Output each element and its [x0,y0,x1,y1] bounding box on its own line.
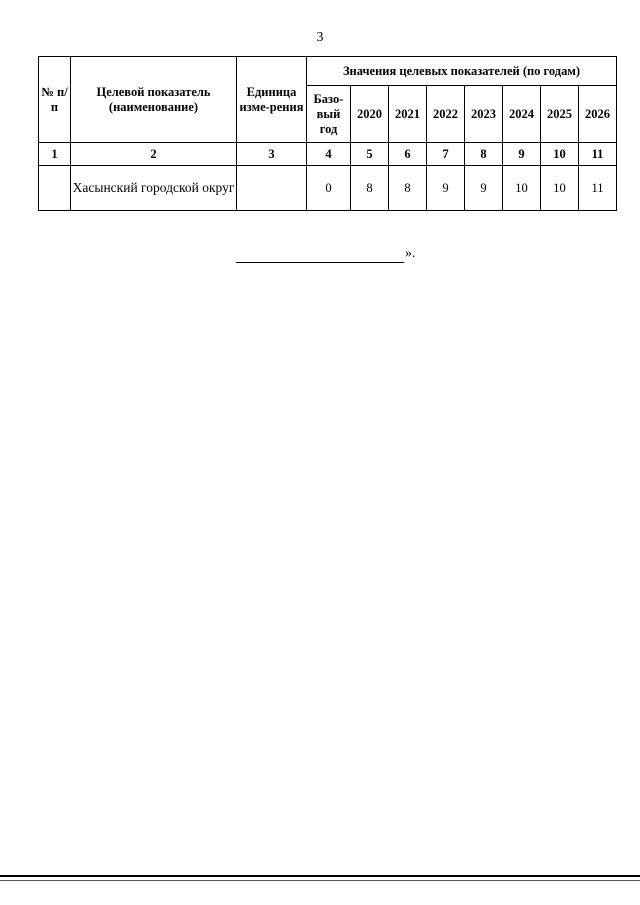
column-index: 5 [351,143,389,166]
column-index: 4 [307,143,351,166]
row-value: 9 [465,166,503,211]
row-name: Хасынский городской округ [71,166,237,211]
target-indicators-table [38,56,617,211]
closing-quote: ». [405,246,416,261]
header-base-year: Базо-вый год [307,86,351,143]
scan-edge-line [0,875,640,877]
header-year: 2023 [465,86,503,143]
row-value: 9 [427,166,465,211]
signature-line [236,262,404,263]
header-year: 2021 [389,86,427,143]
column-index: 6 [389,143,427,166]
column-index: 7 [427,143,465,166]
column-index: 11 [579,143,617,166]
row-value: 8 [389,166,427,211]
row-value: 11 [579,166,617,211]
row-unit [237,166,307,211]
header-year: 2024 [503,86,541,143]
header-values: Значения целевых показателей (по годам) [307,57,617,86]
column-index: 9 [503,143,541,166]
scan-edge-line-secondary [0,880,640,881]
row-value: 8 [351,166,389,211]
column-index: 10 [541,143,579,166]
header-year: 2020 [351,86,389,143]
header-unit: Единица изме-рения [237,57,307,143]
row-value: 10 [503,166,541,211]
header-year: 2022 [427,86,465,143]
column-index: 3 [237,143,307,166]
header-year: 2026 [579,86,617,143]
row-base-value: 0 [307,166,351,211]
column-index: 1 [39,143,71,166]
header-num: № п/п [39,57,71,143]
page-number: 3 [316,30,324,45]
column-index-row [39,143,617,166]
header-name: Целевой показатель (наименование) [71,57,237,143]
header-year: 2025 [541,86,579,143]
row-value: 10 [541,166,579,211]
column-index: 2 [71,143,237,166]
row-num [39,166,71,211]
column-index: 8 [465,143,503,166]
table-row [39,166,617,211]
